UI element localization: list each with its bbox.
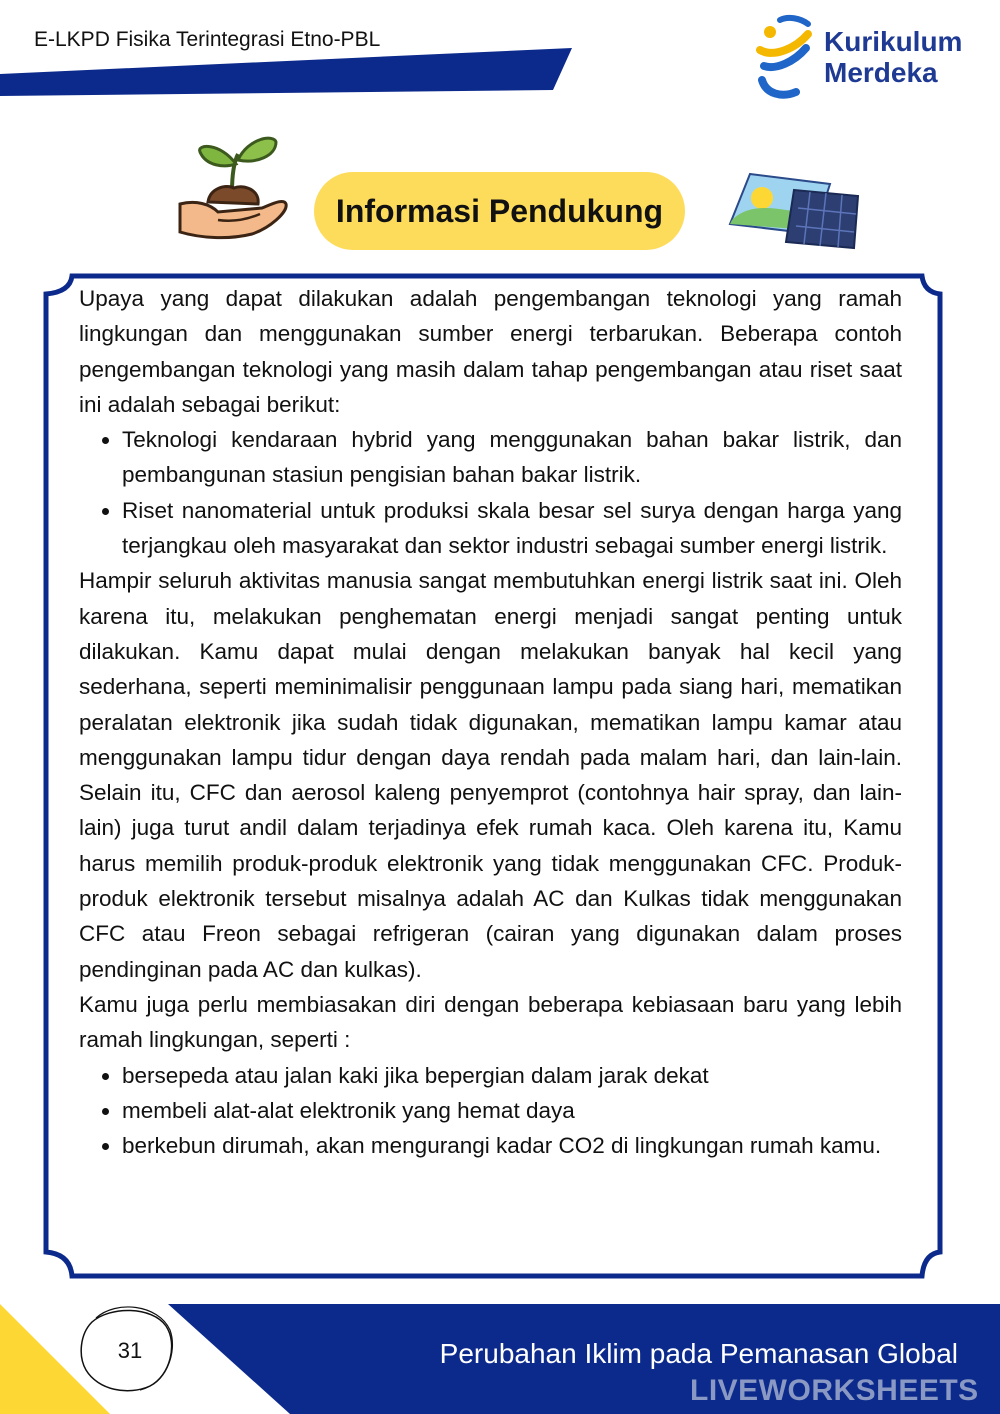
list-item: • Teknologi kendaraan hybrid yang menggunakan bahan bakar listrik, dan pembangunan stasiun pengisian bahan bakar listrik.	[122, 422, 902, 493]
paragraph-1: Upaya yang dapat dilakukan adalah pengembangan teknologi yang ramah lingkungan dan menggunakan sumber energi terbarukan. Beberapa contoh pengembangan teknologi yang masih dalam tahap pengembangan atau riset saat ini adalah sebagai berikut:	[79, 286, 902, 417]
section-title: Informasi Pendukung	[314, 172, 685, 250]
paragraph-2: Hampir seluruh aktivitas manusia sangat membutuhkan energi listrik saat ini. Oleh karena itu, melakukan penghematan energi menjadi sangat penting untuk dilakukan. Kamu dapat mulai dengan melakukan banyak hal kecil yang sederhana, seperti meminimalisir penggunaan lampu pada siang hari, mematikan peralatan elektronik jika sudah tidak digunakan, mematikan lampu kamar atau menggunakan lampu tidur dengan daya rendah pada malam hari, dan lain-lain. Selain itu, CFC dan aerosol kaleng penyemprot (contohnya hair spray, dan lain-lain) juga turut andil dalam terjadinya efek rumah kaca. Oleh karena itu, Kamu harus memilih produk-produk elektronik yang tidak menggunakan CFC. Produk-produk elektronik tersebut misalnya adalah AC dan Kulkas tidak menggunakan CFC atau Freon sebagai refrigeran (cairan yang digunakan dalam proses pendinginan pada AC dan kulkas).	[79, 568, 902, 982]
footer-title: Perubahan Iklim pada Pemanasan Global	[439, 1338, 958, 1369]
paragraph-3: Kamu juga perlu membiasakan diri dengan beberapa kebiasaan baru yang lebih ramah lingkungan, seperti :	[79, 991, 902, 1053]
list-item: • membeli alat-alat elektronik yang hemat daya	[122, 1093, 902, 1128]
list-item: • Riset nanomaterial untuk produksi skala besar sel surya dengan harga yang terjangkau oleh masyarakat dan sektor industri sebagai sumber energi listrik.	[122, 493, 902, 564]
list-item: • berkebun dirumah, akan mengurangi kadar CO2 di lingkungan rumah kamu.	[122, 1128, 902, 1163]
list-item: • bersepeda atau jalan kaki jika bepergian dalam jarak dekat	[122, 1058, 902, 1093]
page-number: 31	[117, 1338, 143, 1363]
document-header-title: E-LKPD Fisika Terintegrasi Etno-PBL	[34, 28, 381, 51]
logo-line-1: Kurikulum	[824, 26, 963, 57]
watermark: LIVEWORKSHEETS	[690, 1374, 979, 1407]
logo-line-2: Merdeka	[824, 57, 938, 88]
